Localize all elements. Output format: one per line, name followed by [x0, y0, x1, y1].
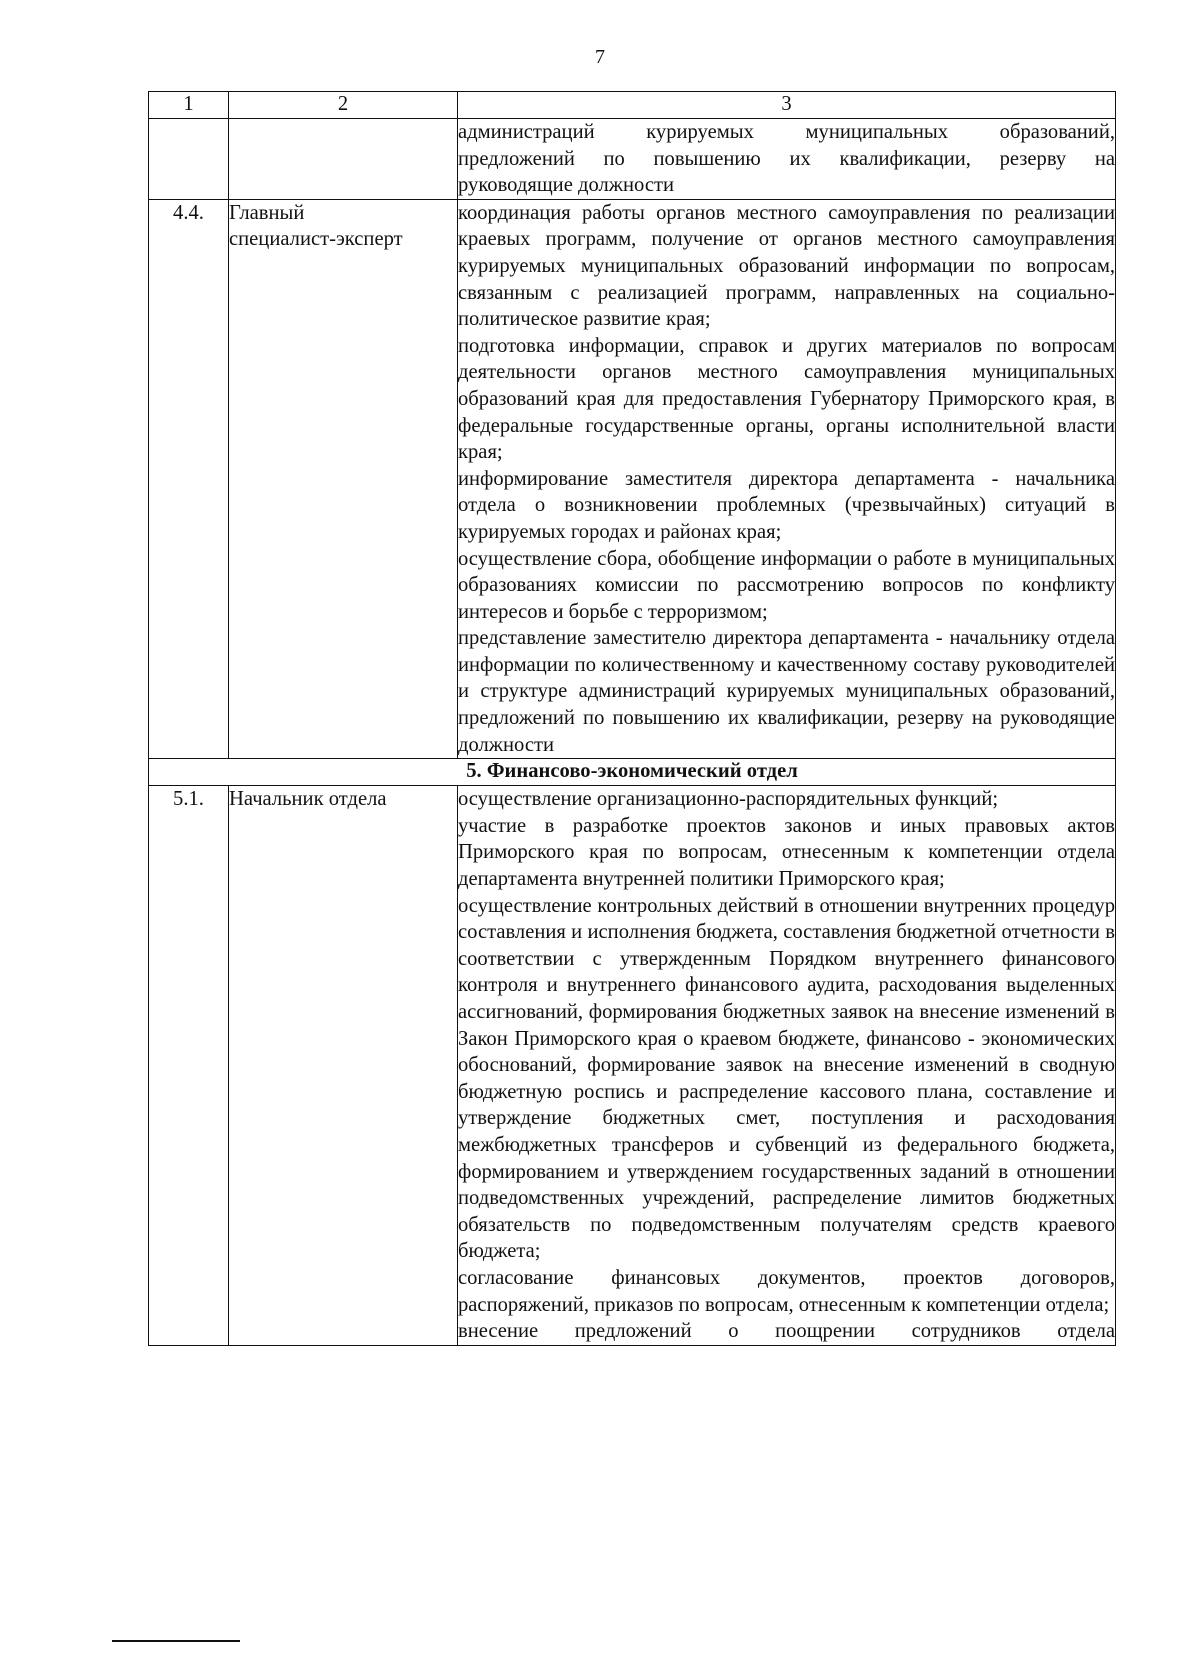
position-title-line2: специалист-эксперт [229, 228, 403, 251]
footnote-separator-line [112, 1640, 240, 1642]
duty-paragraph: осуществление контрольных действий в отношении внутренних процедур составления и исполнения бюджета, составления бюджетной отчетности в соответствии с утвержденным Порядком внутреннего финансового контроля и внутреннего финансового аудита, расходования выделенных ассигнований, формирования бюджетных заявок на внесение изменений в Закон Приморского края о краевом бюджете, финансово - экономических обоснований, формирование заявок на внесение изменений в сводную бюджетную роспись и распределение кассового плана, составление и утверждение бюджетных смет, поступления и расходования межбюджетных трансферов и субвенций из федерального бюджета, формированием и утверждением государственных заданий в отношении подведомственных учреждений, распределение лимитов бюджетных обязательств по подведомственным получателям средств краевого бюджета; [458, 894, 1115, 1263]
position-cell-4-4 [229, 199, 458, 758]
duties-table [148, 91, 1116, 1346]
column-header-2: 2 [229, 92, 458, 119]
section-title: 5. Финансово-экономический отдел [149, 759, 1116, 786]
duties-cell-4-4 [458, 199, 1116, 758]
continuation-line: руководящие должности [458, 174, 674, 197]
position-cell-5-1: Начальник отдела [229, 786, 458, 1345]
continuation-number-cell [149, 119, 229, 200]
page-number: 7 [595, 46, 605, 68]
duties-cell-5-1 [458, 786, 1116, 1345]
duty-paragraph: координация работы органов местного самоуправления по реализации краевых программ, получение от органов местного самоуправления курируемых муниципальных образований информации по вопросам, связанным с реализацией программ, направленных на социально-политическое развитие края; [458, 201, 1115, 331]
table-header-row [149, 92, 1116, 119]
column-header-1: 1 [149, 92, 229, 119]
section-header-row [149, 759, 1116, 786]
duty-paragraph: информирование заместителя директора департамента - начальника отдела о возникновении проблемных (чрезвычайных) ситуаций в курируемых городах и районах края; [458, 467, 1115, 543]
continuation-line: администраций курируемых муниципальных образований, [458, 121, 1115, 143]
duty-paragraph: представление заместителю директора департамента - начальнику отдела информации по количественному и качественному составу руководителей и структуре администраций курируемых муниципальных образований, предложений по повышению их квалификации, резерву на руководящие должности [458, 627, 1115, 756]
table-row-continuation [149, 119, 1116, 200]
row-number-5-1: 5.1. [149, 786, 229, 1345]
duty-paragraph: участие в разработке проектов законов и иных правовых актов Приморского края по вопросам, отнесенным к компетенции отдела департамента внутренней политики Приморского края; [458, 814, 1115, 891]
duty-paragraph: внесение предложений о поощрении сотрудников отдела [458, 1320, 1115, 1343]
position-title-line1: Главный [229, 201, 305, 224]
duty-paragraph: согласование финансовых документов, проектов договоров, распоряжений, приказов по вопросам, отнесенным к компетенции отдела; [458, 1266, 1115, 1316]
continuation-duties-cell [458, 119, 1116, 200]
table-row-4-4 [149, 199, 1116, 758]
duty-paragraph: осуществление сбора, обобщение информации о работе в муниципальных образованиях комиссии по рассмотрению вопросов по конфликту интересов и борьбе с терроризмом; [458, 547, 1115, 623]
duty-paragraph: осуществление организационно-распорядительных функций; [458, 788, 999, 811]
continuation-line: предложений по повышению их квалификации, резерву на [458, 147, 1115, 170]
table-row-5-1 [149, 786, 1116, 1345]
column-header-3: 3 [458, 92, 1116, 119]
continuation-position-cell [229, 119, 458, 200]
duty-paragraph: подготовка информации, справок и других материалов по вопросам деятельности органов местного самоуправления муниципальных образований края для предоставления Губернатору Приморского края, в федеральные государственные органы, органы исполнительной власти края; [458, 334, 1115, 464]
row-number-4-4: 4.4. [149, 199, 229, 758]
